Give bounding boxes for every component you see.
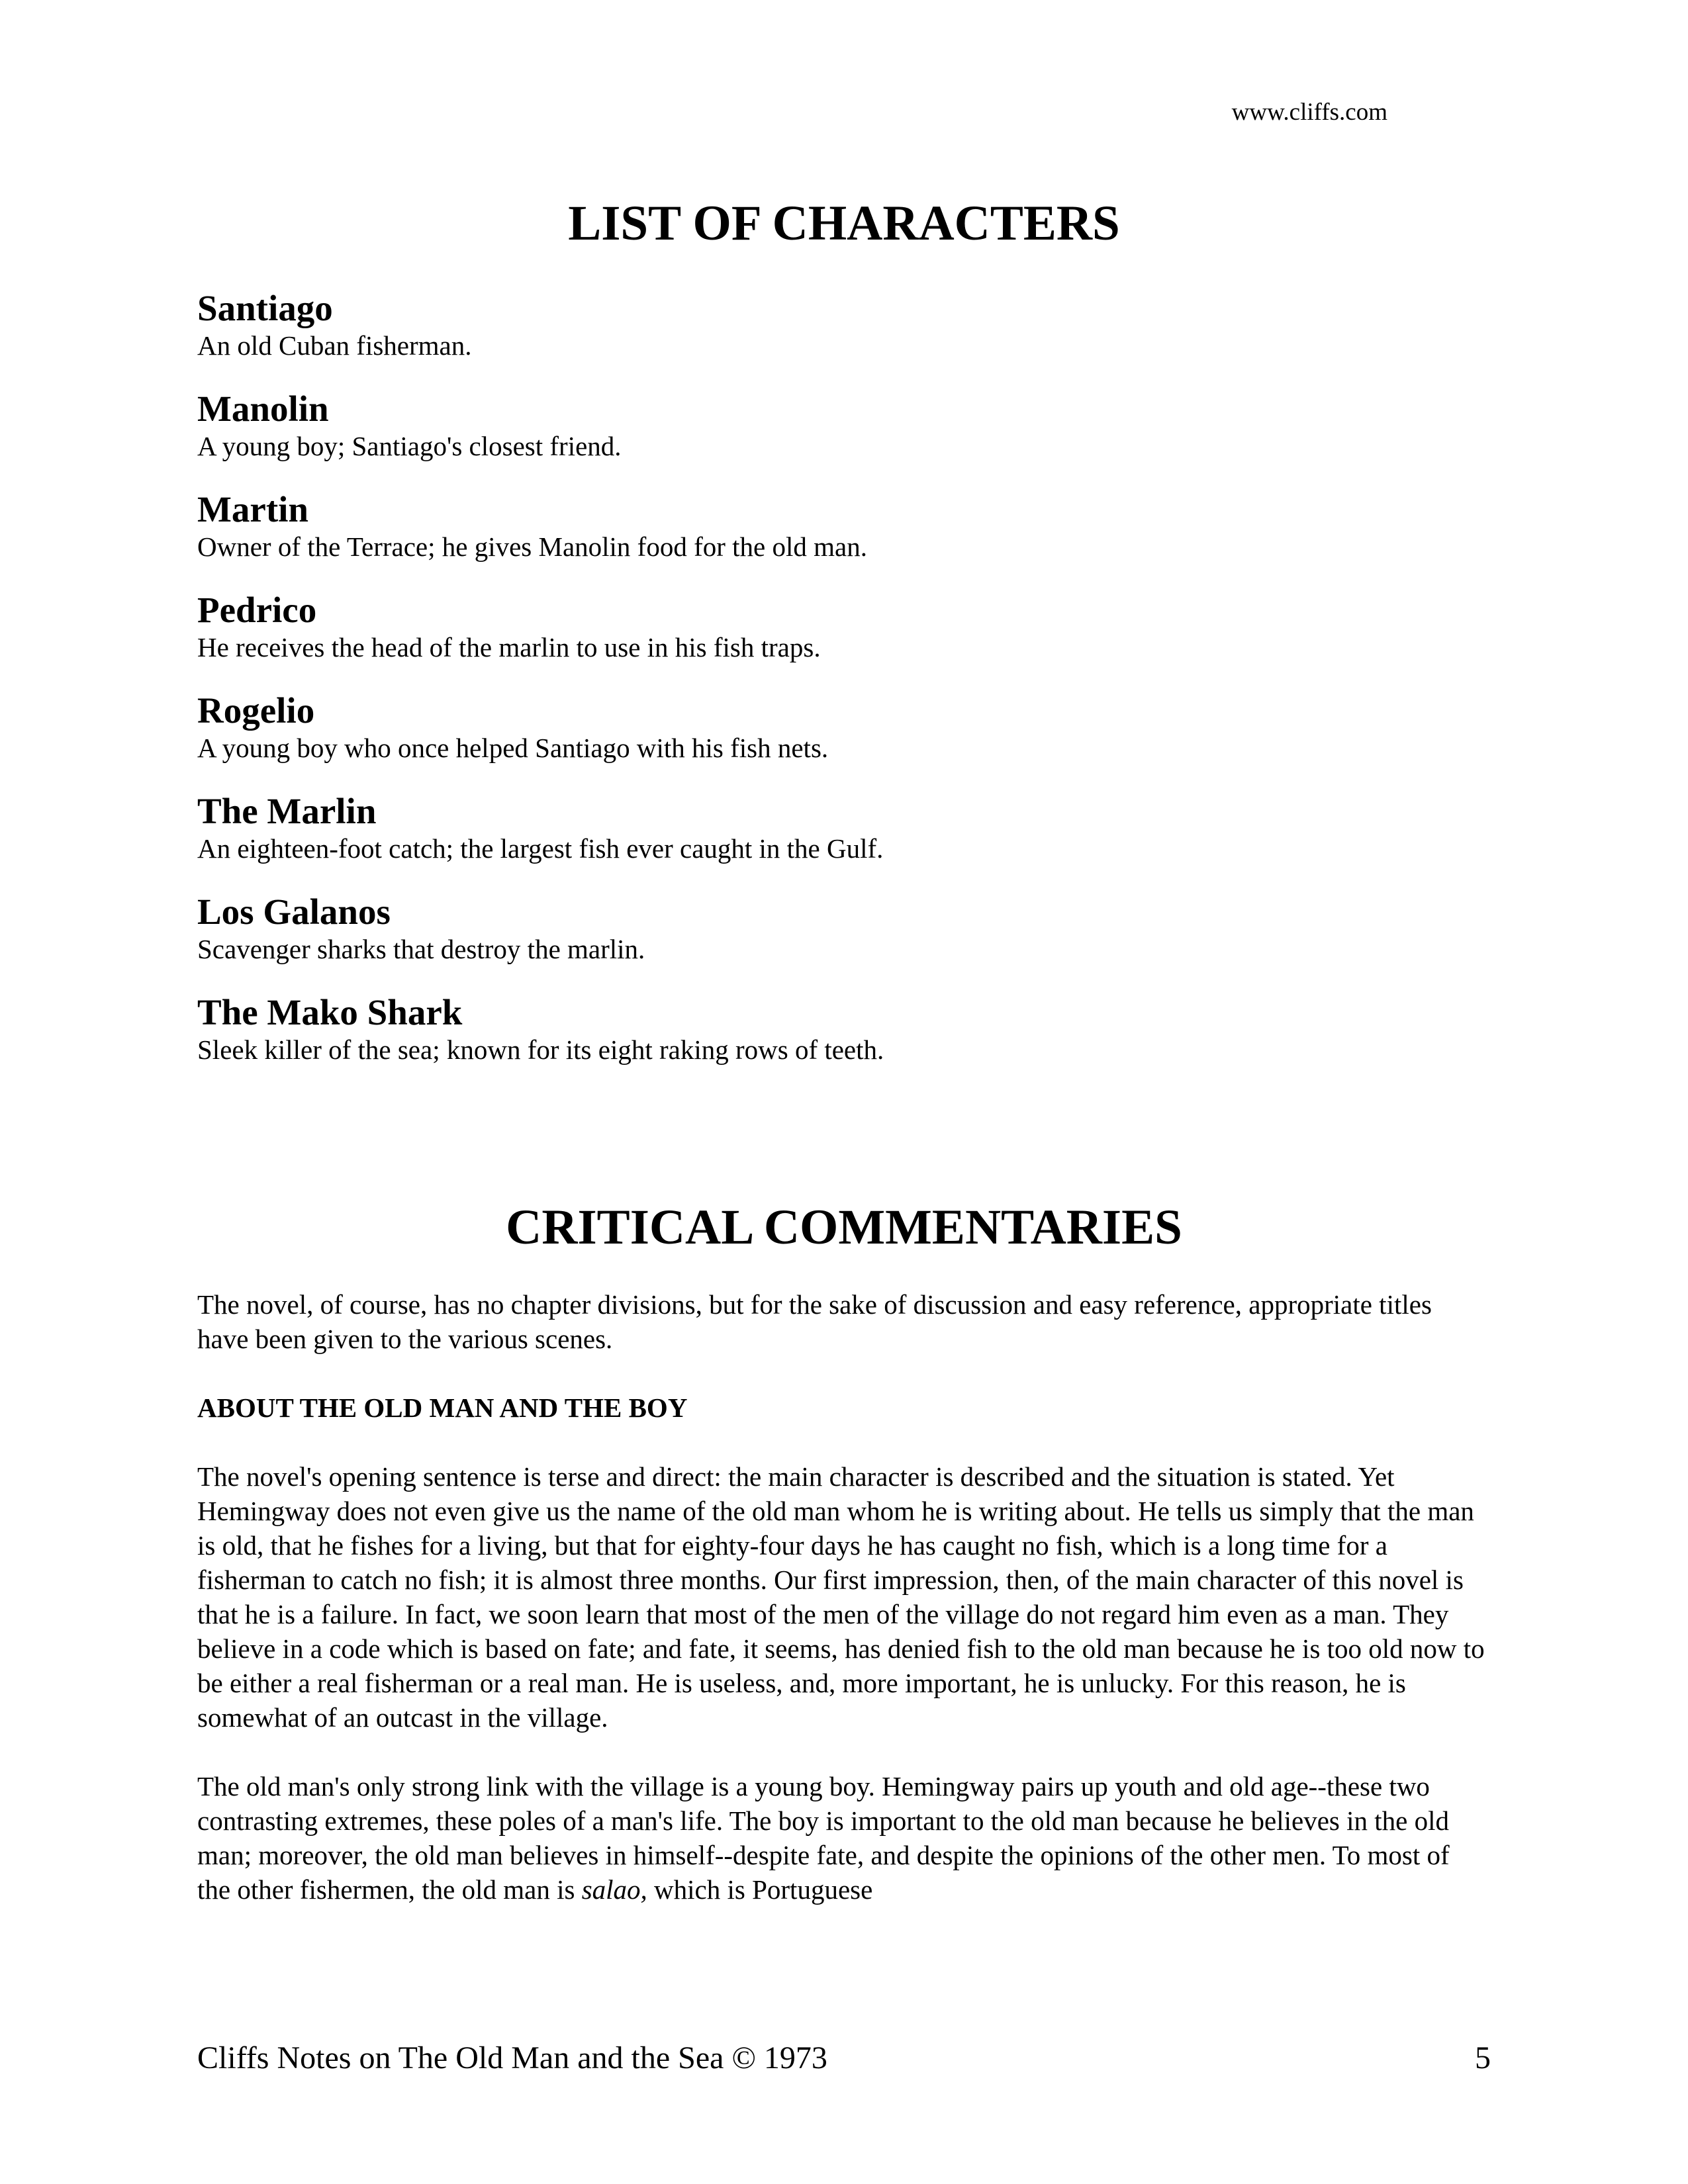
section-subheading: ABOUT THE OLD MAN AND THE BOY	[197, 1392, 688, 1423]
character-name: Los Galanos	[197, 891, 391, 932]
character-description: An eighteen-foot catch; the largest fish ever caught in the Gulf.	[197, 833, 884, 864]
character-name: The Marlin	[197, 791, 377, 831]
character-description: A young boy who once helped Santiago with his fish nets.	[197, 733, 829, 763]
characters-heading: LIST OF CHARACTERS	[568, 196, 1120, 251]
character-name: The Mako Shark	[197, 992, 463, 1032]
commentary-paragraph-1: The novel's opening sentence is terse and direct: the main character is described and the situation is stated. Yet Hemingway does not even give us the name of the old man whom he is writing about. He tells us simply that the man is old, that he fishes for a living, but that for eighty-four days he has caught no fish, which is a long time for a fisherman to catch no fish; it is almost three months. Our first impression, then, of the main character of this novel is that he is a failure. In fact, we soon learn that most of the men of the village do not regard him even as a man. They believe in a code which is based on fate; and fate, it seems, has denied fish to the old man because he is too old now to be either a real fisherman or a real man. He is useless, and, more important, he is unlucky. For this reason, he is somewhat of an outcast in the village.	[197, 1461, 1485, 1733]
paragraph-2-text-end: which is Portuguese	[647, 1874, 873, 1905]
character-name: Martin	[197, 489, 309, 529]
commentaries-heading: CRITICAL COMMENTARIES	[506, 1200, 1182, 1255]
character-description: Scavenger sharks that destroy the marlin.	[197, 934, 645, 964]
footer-title: Cliffs Notes on The Old Man and the Sea © 1973	[197, 2040, 827, 2075]
character-entry	[197, 992, 1488, 1066]
character-description: Sleek killer of the sea; known for its eight raking rows of teeth.	[197, 1034, 884, 1065]
character-entry	[197, 590, 1488, 664]
character-description: A young boy; Santiago's closest friend.	[197, 431, 622, 461]
page-number: 5	[1475, 2040, 1491, 2075]
paragraph-2-text-start: The old man's only strong link with the village is a young boy. Hemingway pairs up youth and old age--these two contrasting extremes, these poles of a man's life. The boy is important to the old man because he believes in the old man; moreover, the old man believes in himself--despite fate, and despite the opinions of the other men. To most of the other fishermen, the old man is	[197, 1771, 1450, 1905]
character-name: Manolin	[197, 388, 329, 429]
commentary-body	[197, 1287, 1488, 1941]
character-name: Santiago	[197, 288, 333, 328]
character-name: Rogelio	[197, 690, 315, 731]
character-description: Owner of the Terrace; he gives Manolin food for the old man.	[197, 531, 867, 562]
character-description: An old Cuban fisherman.	[197, 330, 472, 361]
character-name: Pedrico	[197, 590, 317, 630]
character-entry	[197, 489, 1488, 563]
character-entry	[197, 388, 1488, 463]
character-entry	[197, 690, 1488, 764]
character-entry	[197, 891, 1488, 966]
italic-term: salao,	[581, 1874, 647, 1905]
commentary-paragraph-2	[197, 1769, 1488, 1907]
commentary-intro: The novel, of course, has no chapter divisions, but for the sake of discussion and easy reference, appropriate titles have been given to the various scenes.	[197, 1289, 1432, 1354]
character-description: He receives the head of the marlin to use in his fish traps.	[197, 632, 821, 662]
character-entry	[197, 288, 1488, 362]
character-list	[197, 288, 1488, 1093]
character-entry	[197, 791, 1488, 865]
header-url: www.cliffs.com	[1231, 99, 1387, 126]
